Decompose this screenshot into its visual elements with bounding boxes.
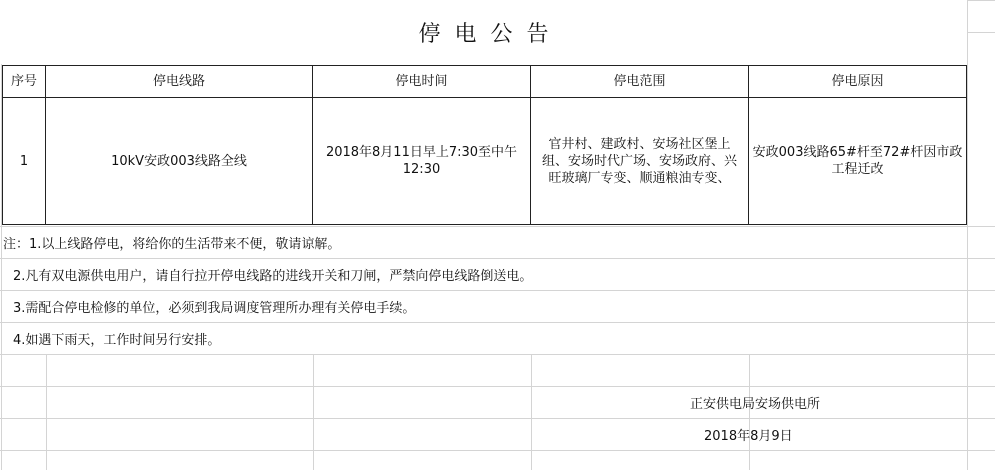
outage-table [2,65,967,225]
cell-serial-no: 1 [3,98,46,225]
notice-title: 停电公告 [0,0,967,64]
signature-date: 2018年8月9日 [704,429,793,444]
table-row [3,98,967,225]
cell-outage-time: 2018年8月11日早上7:30至中午12:30 [313,98,531,225]
note-2: 2.凡有双电源供电用户，请自行拉开停电线路的进线开关和刀闸，严禁向停电线路倒送电。 [13,269,533,284]
header-outage-reason: 停电原因 [749,66,967,98]
table-header-row [3,66,967,98]
cell-outage-line: 10kV安政003线路全线 [46,98,313,225]
header-outage-scope: 停电范围 [531,66,749,98]
note-4: 4.如遇下雨天，工作时间另行安排。 [13,333,221,348]
header-serial-no: 序号 [3,66,46,98]
note-3: 3.需配合停电检修的单位，必须到我局调度管理所办理有关停电手续。 [13,301,416,316]
cell-outage-scope: 官井村、建政村、安场社区堡上组、安场时代广场、安场政府、兴旺玻璃厂专变、顺通粮油专变、 [531,98,749,225]
note-1: 注：1.以上线路停电，将给你的生活带来不便，敬请谅解。 [3,237,341,252]
header-outage-time: 停电时间 [313,66,531,98]
signature-org: 正安供电局安场供电所 [690,397,821,412]
header-outage-line: 停电线路 [46,66,313,98]
cell-outage-reason: 安政003线路65#杆至72#杆因市政工程迁改 [749,98,967,225]
